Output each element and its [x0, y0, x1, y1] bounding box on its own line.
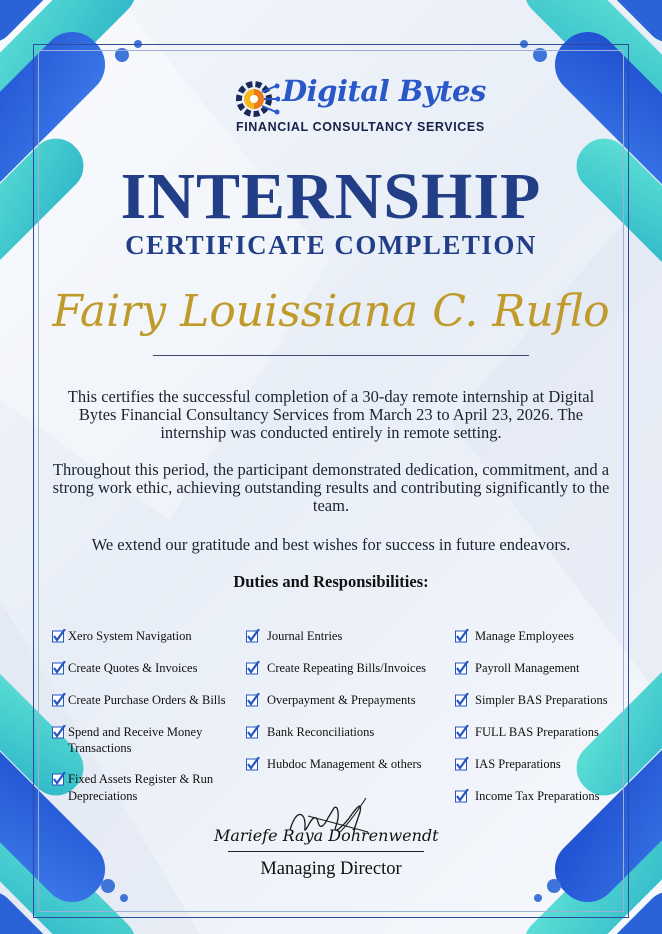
circuit-gear-icon — [232, 76, 280, 122]
checkbox-check-icon — [246, 661, 260, 675]
checkbox-check-icon — [455, 725, 469, 739]
duty-label: Fixed Assets Register & Run — [68, 772, 214, 786]
duty-label: Simpler BAS Preparations — [475, 693, 608, 707]
recipient-underline — [153, 355, 529, 356]
paragraph-performance: Throughout this period, the participant demonstrated dedication, commitment, and a strong work ethic, achieving outstanding results and contributing significantly to the team. — [52, 460, 610, 515]
checkbox-check-icon — [52, 661, 66, 675]
paragraph-completion: This certifies the successful completion of a 30-day remote internship at Digital Bytes Financial Consultancy Services from March 23 to April 23, 2026. The internship was conducted entirely in remote setting. — [67, 387, 595, 442]
duty-label: Hubdoc Management & others — [267, 757, 422, 771]
company-logo — [232, 72, 486, 140]
checkbox-check-icon — [246, 725, 260, 739]
duty-label: Bank Reconciliations — [267, 725, 375, 739]
duty-label: Transactions — [68, 741, 132, 755]
duty-label: Depreciations — [68, 789, 138, 803]
checkbox-check-icon — [455, 757, 469, 771]
signature-line — [228, 851, 424, 852]
checkbox-check-icon — [455, 629, 469, 643]
duties-heading: Duties and Responsibilities: — [233, 572, 429, 591]
signatory-name: Mariefe Raya Dohrenwendt — [214, 826, 439, 845]
duty-label: IAS Preparations — [475, 757, 561, 771]
checkbox-check-icon — [52, 772, 66, 786]
checkbox-check-icon — [455, 693, 469, 707]
duty-label: Journal Entries — [267, 629, 343, 643]
recipient-name: Fairy Louissiana C. Ruflo — [52, 286, 610, 337]
checkbox-check-icon — [455, 789, 469, 803]
duty-label: FULL BAS Preparations — [475, 725, 599, 739]
duty-label: Xero System Navigation — [68, 629, 192, 643]
brand-name: Digital Bytes — [282, 74, 486, 108]
checkbox-check-icon — [246, 629, 260, 643]
duty-label: Payroll Management — [475, 661, 580, 675]
checkbox-check-icon — [246, 693, 260, 707]
checkbox-check-icon — [52, 725, 66, 739]
duty-label: Create Purchase Orders & Bills — [68, 693, 226, 707]
duty-label: Income Tax Preparations — [475, 789, 600, 803]
duty-label: Overpayment & Prepayments — [267, 693, 416, 707]
checkbox-check-icon — [52, 629, 66, 643]
duty-label: Spend and Receive Money — [68, 725, 203, 739]
duty-label: Create Quotes & Invoices — [68, 661, 198, 675]
checkbox-check-icon — [52, 693, 66, 707]
duty-label: Manage Employees — [475, 629, 574, 643]
certificate-title: INTERNSHIP — [120, 160, 542, 233]
certificate-subtitle: CERTIFICATE COMPLETION — [125, 230, 537, 260]
checkbox-check-icon — [455, 661, 469, 675]
paragraph-gratitude: We extend our gratitude and best wishes for success in future endeavors. — [91, 535, 571, 554]
brand-tagline: FINANCIAL CONSULTANCY SERVICES — [236, 120, 485, 134]
duty-label: Create Repeating Bills/Invoices — [267, 661, 426, 675]
signatory-role: Managing Director — [260, 859, 402, 879]
checkbox-check-icon — [246, 757, 260, 771]
